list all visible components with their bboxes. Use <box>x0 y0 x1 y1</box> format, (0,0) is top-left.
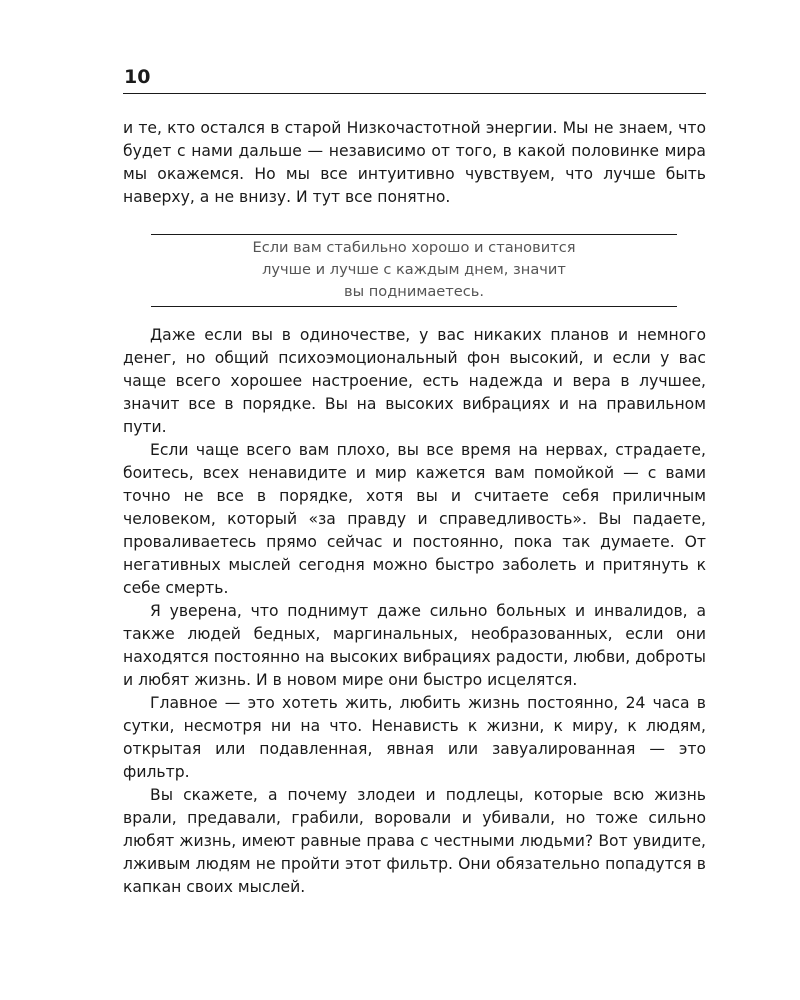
book-page <box>123 64 706 899</box>
pull-quote <box>151 234 677 307</box>
body-paragraph: Главное — это хотеть жить, любить жизнь постоянно, 24 часа в сутки, несмотря ни на что. Ненависть к жизни, к миру, к людям, открытая или подавленная, явная или завуалированная — это фильтр. <box>123 694 706 781</box>
body-paragraph: Даже если вы в одиночестве, у вас никаких планов и немного денег, но общий психоэмоциональный фон высокий, и если у вас чаще всего хорошее настроение, есть надежда и вера в лучшее, значит все в порядке. Вы на высоких вибрациях и на правильном пути. <box>123 326 706 436</box>
pull-quote-line: Если вам стабильно хорошо и становится <box>252 239 576 256</box>
body-text <box>123 324 706 899</box>
intro-paragraph: и те, кто остался в старой Низкочастотной энергии. Мы не знаем, что будет с нами дальше — независимо от того, в какой половинке мира мы окажемся. Но мы все интуитивно чувствуем, что лучше быть наверху, а не внизу. И тут все понятно. <box>123 119 706 206</box>
body-paragraph: Если чаще всего вам плохо, вы все время на нервах, страдаете, боитесь, всех ненавидите и мир кажется вам помойкой — с вами точно не все в порядке, хотя вы и считаете себя приличным человеком, который «за правду и справедливость». Вы падаете, проваливаетесь прямо сейчас и постоянно, пока так думаете. От негативных мыслей сегодня можно быстро заболеть и притянуть к себе смерть. <box>123 441 706 597</box>
pull-quote-line: лучше и лучше с каждым днем, значит <box>262 261 566 278</box>
body-paragraph: Вы скажете, а почему злодеи и подлецы, которые всю жизнь врали, предавали, грабили, воровали и убивали, но тоже сильно любят жизнь, имеют равные права с честными людьми? Вот увидите, лживым людям не пройти этот фильтр. Они обязательно попадутся в капкан своих мыслей. <box>123 786 706 896</box>
page-number: 10 <box>124 66 151 88</box>
body-paragraph: Я уверена, что поднимут даже сильно больных и инвалидов, а также людей бедных, маргинальных, необразованных, если они находятся постоянно на высоких вибрациях радости, любви, доброты и любят жизнь. И в новом мире они быстро исцелятся. <box>123 602 706 689</box>
header-divider <box>123 93 706 94</box>
pull-quote-line: вы поднимаетесь. <box>343 283 485 300</box>
